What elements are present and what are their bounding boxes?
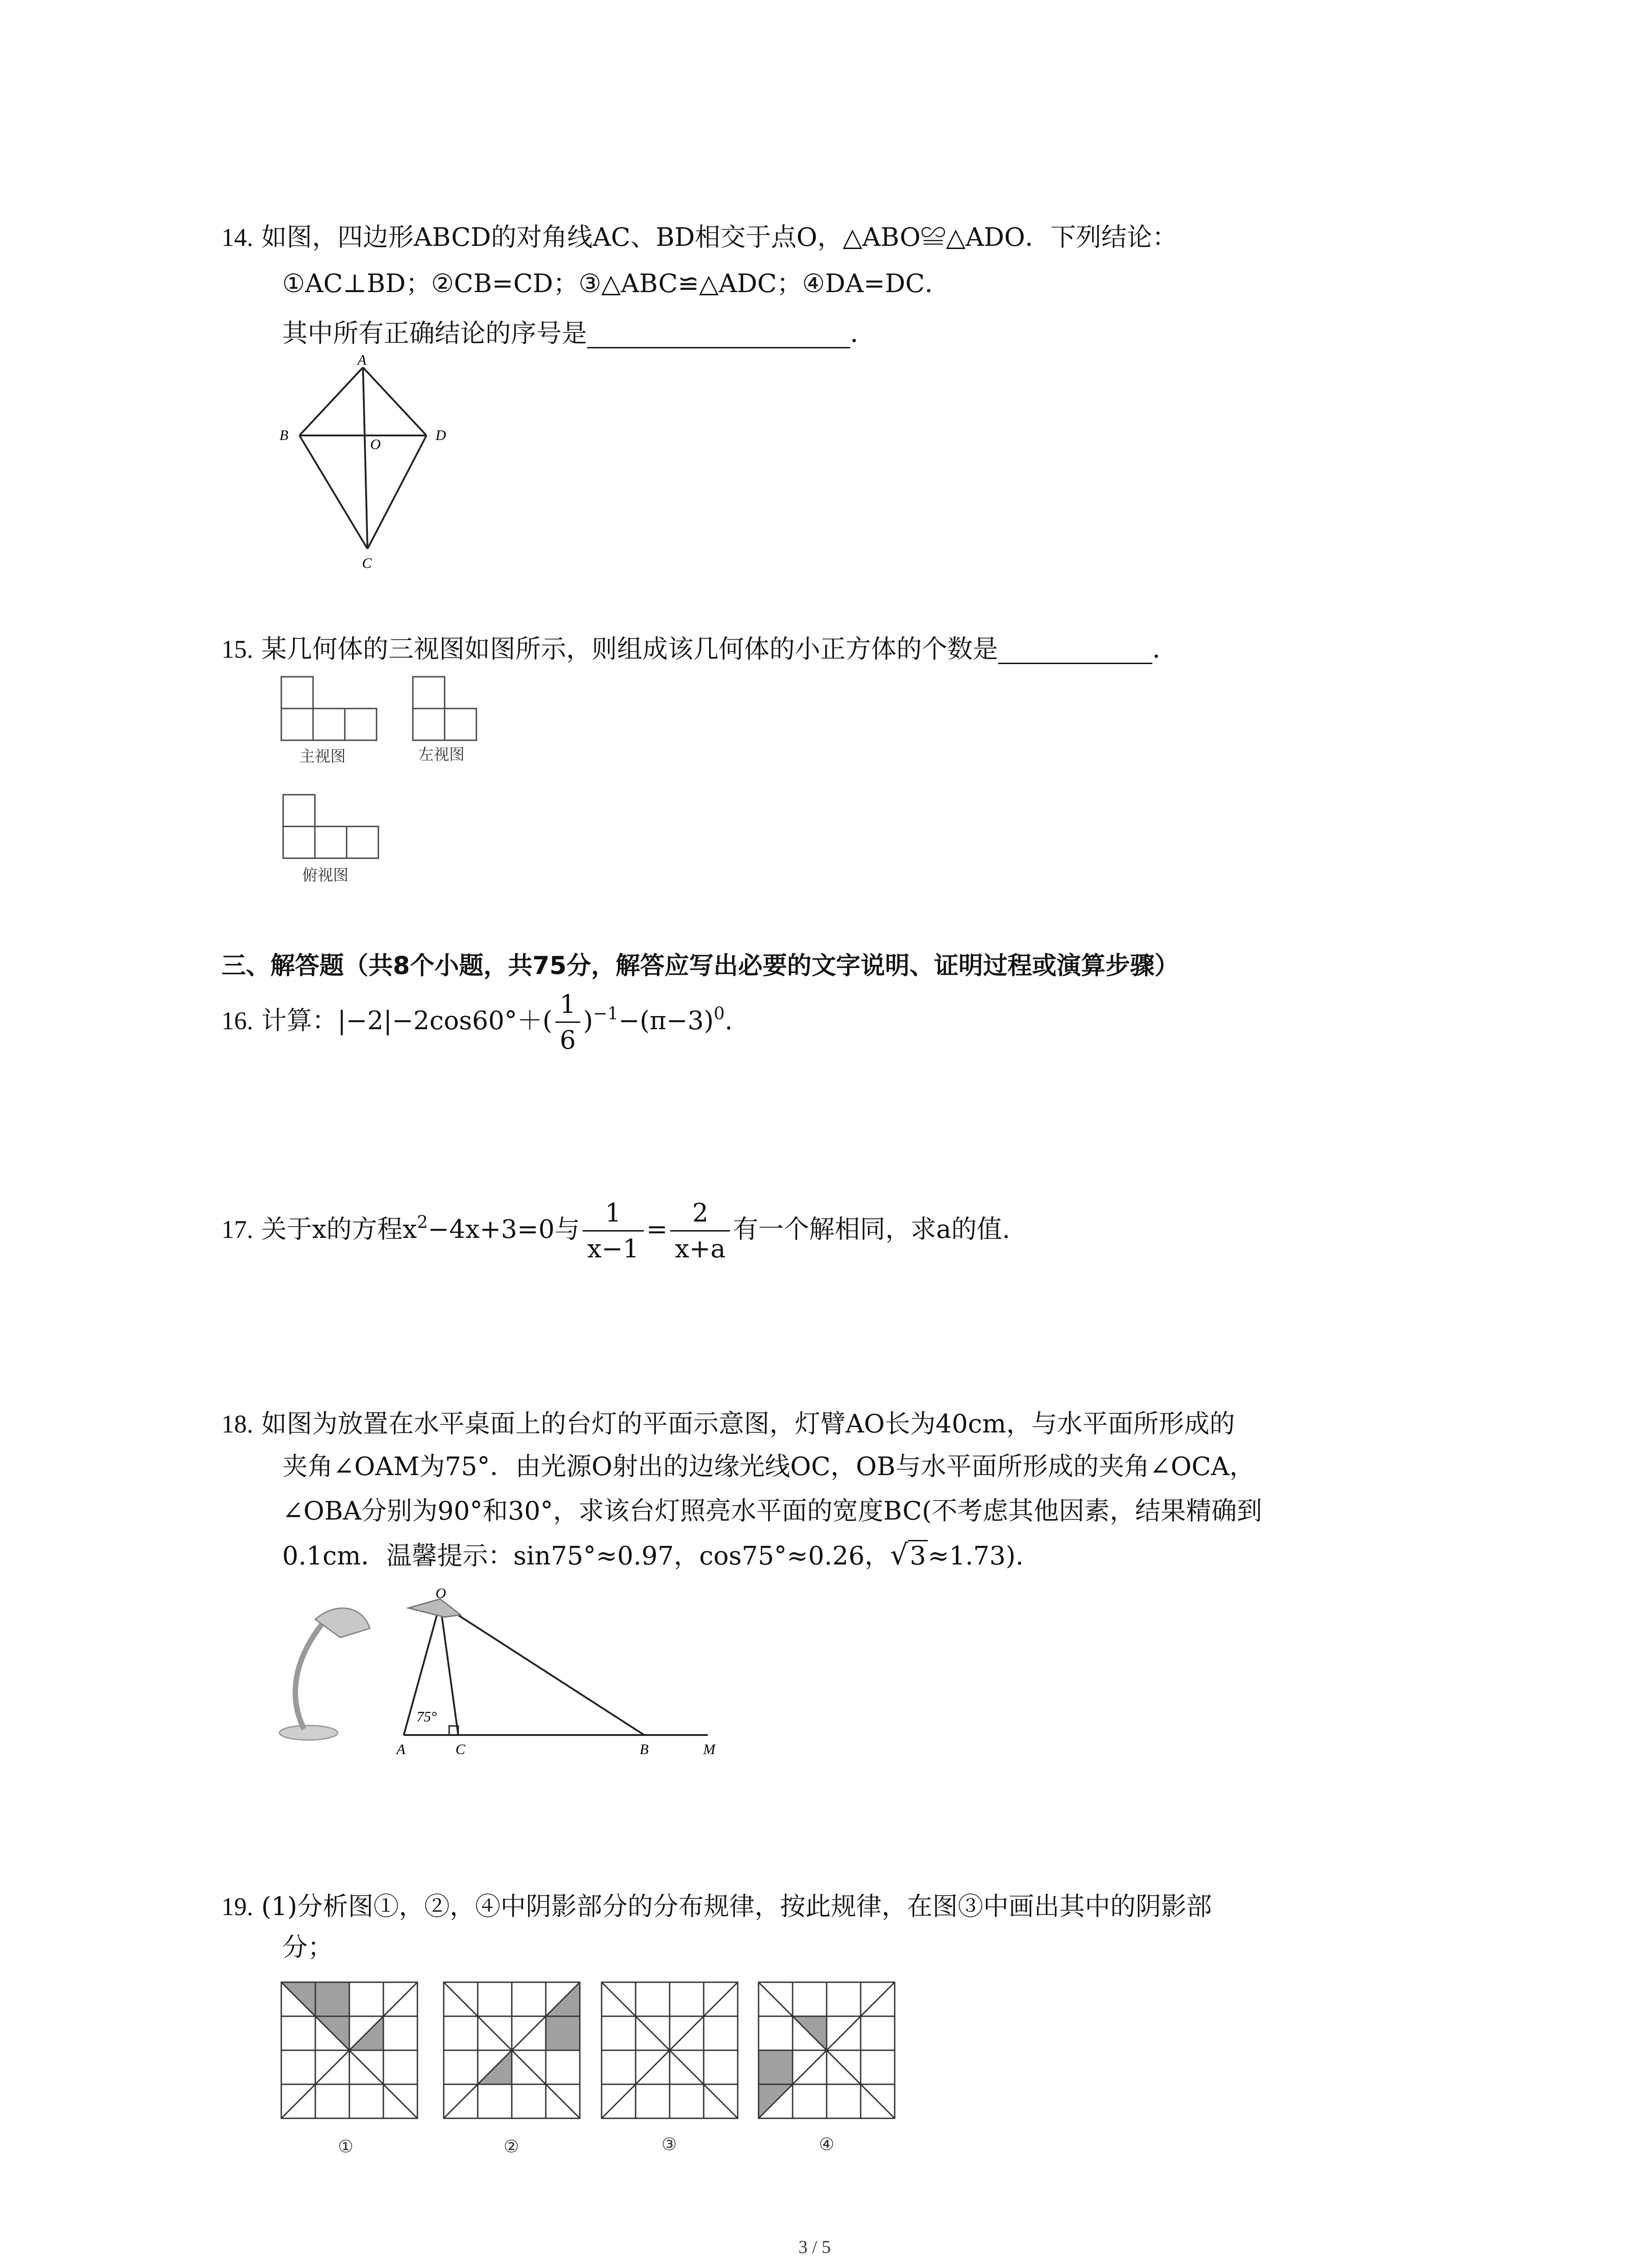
q16-number: 16. [221, 1007, 253, 1035]
q18-sqrt-arg: 3 [908, 1540, 928, 1571]
q18-text-4b: ≈1.73). [927, 1541, 1024, 1571]
section-3-heading: 三、解答题（共8个小题，共75分，解答应写出必要的文字说明、证明过程或演算步骤） [221, 951, 1179, 980]
q18-label-angle: 75° [416, 1708, 437, 1725]
q17-fraction-2 [670, 1198, 730, 1265]
q17-suffix: 有一个解相同，求a的值. [733, 1215, 1010, 1244]
sqrt-radical-icon: √ [890, 1538, 908, 1571]
q16-frac-den: 6 [559, 1026, 576, 1055]
q19-figure-1 [281, 1982, 417, 2118]
q18-label-m: M [703, 1741, 715, 1757]
q16-after-frac: ) [583, 1006, 593, 1036]
q16-prefix: 计算：|−2|−2cos60°＋( [261, 1006, 553, 1036]
q18-lamp-image [272, 1597, 386, 1746]
q19-line1 [221, 1892, 1212, 1921]
q15-line [221, 635, 1178, 664]
q19-caption-2: ② [504, 2136, 519, 2156]
q14-text-1: 如图，四边形ABCD的对角线AC、BD相交于点O，△ABO≌△ADO．下列结论： [261, 223, 1178, 252]
q19-line2: 分； [282, 1933, 333, 1962]
q16-line [221, 989, 733, 1056]
q17-number: 17. [221, 1216, 253, 1244]
q14-label-d: D [436, 427, 446, 443]
q14-line2: ①AC⊥BD；②CB=CD；③△ABC≌△ADC；④DA=DC． [282, 269, 950, 298]
q18-label-a: A [397, 1741, 406, 1757]
q16-frac-num: 1 [555, 989, 581, 1023]
q14-label-c: C [362, 555, 372, 571]
q14-label-o: O [370, 436, 381, 452]
q14-label-b: B [279, 427, 289, 443]
q18-label-c: C [456, 1741, 465, 1757]
q19-caption-3: ③ [661, 2134, 677, 2154]
q18-line3: ∠OBA分别为90°和30°，求该台灯照亮水平面的宽度BC(不考虑其他因素，结果精确到 [282, 1496, 1262, 1526]
q19-caption-4: ④ [819, 2134, 835, 2154]
q16-fraction [555, 989, 581, 1056]
q19-figure-2 [444, 1982, 580, 2118]
q19-number: 19. [221, 1893, 253, 1921]
q14-line1 [221, 223, 1177, 252]
q17-fraction-1 [583, 1198, 643, 1265]
q16-exp1: −1 [593, 1003, 619, 1023]
q14-kite-figure [272, 352, 463, 576]
page-number: 3 / 5 [798, 2237, 831, 2257]
q15-top-caption: 俯视图 [302, 866, 348, 885]
q18-line2: 夹角∠OAM为75°．由光源O射出的边缘光线OC，OB与水平面所形成的夹角∠OCA， [282, 1452, 1255, 1481]
q19-figure-3 [602, 1982, 738, 2118]
q14-label-a: A [358, 352, 367, 368]
q14-line3 [282, 319, 876, 348]
q17-exp: 2 [416, 1212, 428, 1232]
q18-number: 18. [221, 1410, 253, 1438]
q15-text: 某几何体的三视图如图所示，则组成该几何体的小正方体的个数是 [261, 635, 998, 664]
q15-end: ． [1152, 635, 1178, 664]
q18-line4 [282, 1540, 1024, 1571]
q16-end: . [725, 1006, 733, 1036]
q19-text-1: (1)分析图①，②，④中阴影部分的分布规律，按此规律，在图③中画出其中的阴影部 [261, 1892, 1212, 1921]
q14-number: 14. [221, 224, 253, 252]
q15-number: 15. [221, 635, 253, 664]
q14-line3-end: ． [850, 319, 876, 348]
q18-text-4a: 0.1cm．温馨提示：sin75°≈0.97，cos75°≈0.26， [282, 1541, 890, 1571]
q17-f2-num: 2 [670, 1198, 730, 1232]
q19-caption-1: ① [338, 2136, 354, 2156]
q18-text-1: 如图为放置在水平桌面上的台灯的平面示意图，灯臂AO长为40cm，与水平面所形成的 [261, 1409, 1235, 1439]
q18-geometry-figure [390, 1585, 735, 1758]
q18-line1 [221, 1410, 1235, 1439]
q15-left-caption: 左视图 [418, 746, 465, 764]
q17-eq: −4x+3=0与 [428, 1215, 580, 1244]
q17-f1-num: 1 [583, 1198, 643, 1232]
q14-answer-blank[interactable] [587, 324, 850, 348]
q15-front-caption: 主视图 [299, 748, 346, 766]
q17-f1-den: x−1 [587, 1234, 639, 1264]
q15-top-view [282, 794, 382, 857]
q16-exp2: 0 [714, 1003, 725, 1023]
q19-figure-4 [759, 1982, 895, 2118]
q17-f2-den: x+a [675, 1234, 726, 1264]
q15-front-view [280, 676, 380, 739]
q18-label-b: B [640, 1741, 649, 1757]
q14-text-3: 其中所有正确结论的序号是 [282, 319, 587, 348]
q15-left-view [412, 676, 485, 739]
q17-prefix: 关于x的方程x [261, 1215, 417, 1244]
q16-middle: −(π−3) [618, 1006, 714, 1036]
q18-sqrt [890, 1540, 928, 1571]
q15-answer-blank[interactable] [998, 640, 1152, 664]
q17-line [221, 1198, 1010, 1265]
q17-equals: = [646, 1215, 668, 1244]
q18-label-o: O [436, 1585, 446, 1601]
